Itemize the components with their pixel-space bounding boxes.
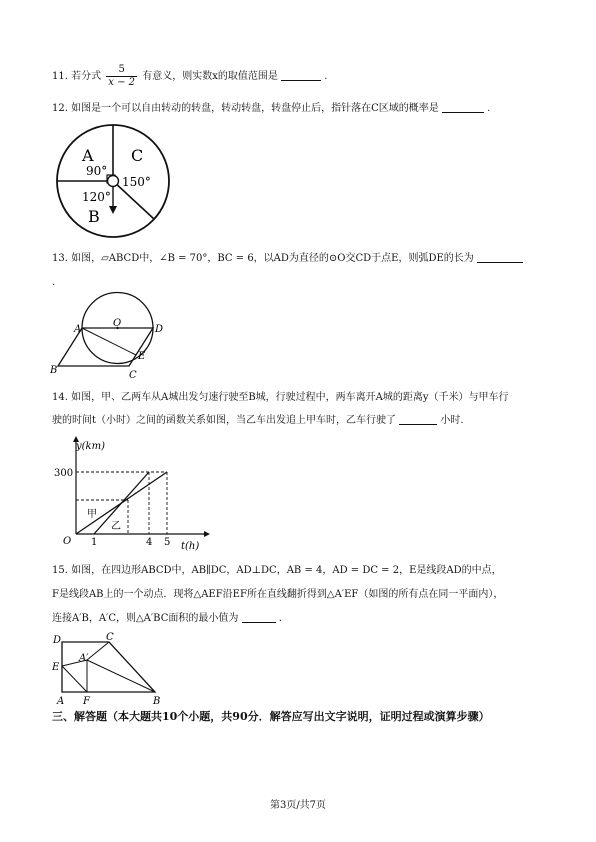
q15-line3-before: 连接A′B，A′C，则△A′BC面积的最小值为 bbox=[52, 613, 239, 624]
x-axis-arrow bbox=[204, 531, 210, 537]
question-14-line2 bbox=[52, 410, 552, 432]
label-yi: 乙 bbox=[111, 521, 121, 532]
label-jia: 甲 bbox=[87, 509, 97, 520]
q11-fraction-denominator: x − 2 bbox=[108, 77, 136, 88]
q14-answer-blank[interactable] bbox=[399, 412, 437, 425]
question-14 bbox=[52, 387, 552, 409]
q12-number: 12. bbox=[52, 103, 68, 114]
x-tick-1: 1 bbox=[91, 537, 98, 548]
point-b: B bbox=[153, 696, 161, 706]
q14-distance-time-graph bbox=[54, 436, 214, 554]
q13-answer-blank[interactable] bbox=[477, 250, 523, 263]
q15-quadrilateral-figure bbox=[52, 632, 172, 706]
q11-end: . bbox=[324, 71, 328, 82]
q15-answer-blank[interactable] bbox=[242, 610, 276, 623]
x-tick-4: 4 bbox=[146, 537, 153, 548]
q13-text: 如图，▱ABCD中，∠B = 70°，BC = 6，以AD为直径的⊙O交CD于点E，则弧DE的长为 bbox=[71, 253, 474, 264]
q14-line1: 如图，甲、乙两车从A城出发匀速行驶至B城，行驶过程中，两车离开A城的距离y（千米）与甲车行 bbox=[71, 392, 509, 403]
q14-number: 14. bbox=[52, 392, 68, 403]
segment-a1b bbox=[87, 660, 155, 692]
question-11 bbox=[52, 64, 552, 89]
page-footer: 第3页/共7页 bbox=[269, 800, 327, 811]
line-yi bbox=[94, 472, 149, 534]
point-c: C bbox=[106, 632, 114, 643]
x-tick-5: 5 bbox=[164, 537, 171, 548]
spinner-center bbox=[108, 176, 119, 187]
section-title: 三、解答题（本大题共10个小题，共90分．解答应写出文字说明，证明过程或演算步骤） bbox=[52, 710, 490, 723]
q13-number: 13. bbox=[52, 253, 68, 264]
y-tick-300: 300 bbox=[54, 468, 74, 479]
q15-line2: F是线段AB上的一个动点．现将△AEF沿EF所在直线翻折得到△A′EF（如图的所有点在同一平面内）， bbox=[52, 589, 504, 600]
spinner-label-a: A bbox=[82, 146, 94, 165]
quadrilateral-abcd bbox=[62, 642, 155, 692]
segment-a1c bbox=[87, 642, 109, 660]
q14-line2-before: 驶的时间t（小时）之间的函数关系如图，当乙车出发追上甲车时，乙车行驶了 bbox=[52, 415, 397, 426]
question-15 bbox=[52, 560, 552, 582]
q12-end: . bbox=[487, 103, 491, 114]
q11-text-before: 若分式 bbox=[71, 71, 102, 82]
q11-answer-blank[interactable] bbox=[281, 68, 321, 81]
point-f: F bbox=[83, 696, 90, 706]
q15-line1: 如图，在四边形ABCD中，AB∥DC，AD⊥DC，AB = 4，AD = DC = 2，E是线段AD的中点， bbox=[71, 565, 502, 576]
y-axis-label: y(km) bbox=[76, 441, 105, 452]
x-axis-label: t(h) bbox=[181, 541, 200, 552]
q14-line2-after: 小时. bbox=[440, 415, 464, 426]
q11-text-after: 有意义，则实数x的取值范围是 bbox=[142, 71, 278, 82]
spinner-angle-c: 150° bbox=[122, 175, 151, 189]
segment-ef bbox=[62, 666, 87, 692]
q11-number: 11. bbox=[52, 71, 68, 82]
point-c: C bbox=[129, 370, 137, 380]
point-a: A bbox=[57, 696, 65, 706]
point-d: D bbox=[53, 635, 62, 646]
point-a-prime: A′ bbox=[79, 653, 89, 664]
point-o: O bbox=[113, 318, 122, 329]
q13-end: . bbox=[52, 277, 56, 288]
spinner-label-c: C bbox=[131, 146, 144, 165]
question-15-line2 bbox=[52, 584, 552, 606]
point-e: E bbox=[138, 351, 146, 362]
q12-text: 如图是一个可以自由转动的转盘，转动转盘，转盘停止后，指针落在C区域的概率是 bbox=[71, 103, 439, 114]
origin-label: O bbox=[63, 536, 72, 547]
point-d: D bbox=[155, 324, 164, 335]
q11-fraction bbox=[106, 64, 137, 89]
q15-number: 15. bbox=[52, 565, 68, 576]
spinner-pointer-arrow bbox=[109, 206, 117, 214]
q13-parallelogram-figure bbox=[50, 290, 180, 380]
q15-line3-after: . bbox=[278, 613, 282, 624]
q12-spinner-figure bbox=[50, 122, 180, 242]
point-e: E bbox=[52, 662, 60, 673]
question-15-line3 bbox=[52, 608, 552, 630]
spinner-angle-a: 90° bbox=[86, 164, 108, 178]
q11-fraction-numerator: 5 bbox=[106, 64, 137, 77]
spinner-label-b: B bbox=[88, 207, 100, 226]
point-a: A bbox=[74, 324, 82, 335]
spinner-angle-b: 120° bbox=[82, 190, 111, 204]
question-12 bbox=[52, 98, 552, 120]
question-13 bbox=[52, 248, 552, 270]
point-b: B bbox=[50, 365, 58, 376]
q12-answer-blank[interactable] bbox=[442, 100, 484, 113]
